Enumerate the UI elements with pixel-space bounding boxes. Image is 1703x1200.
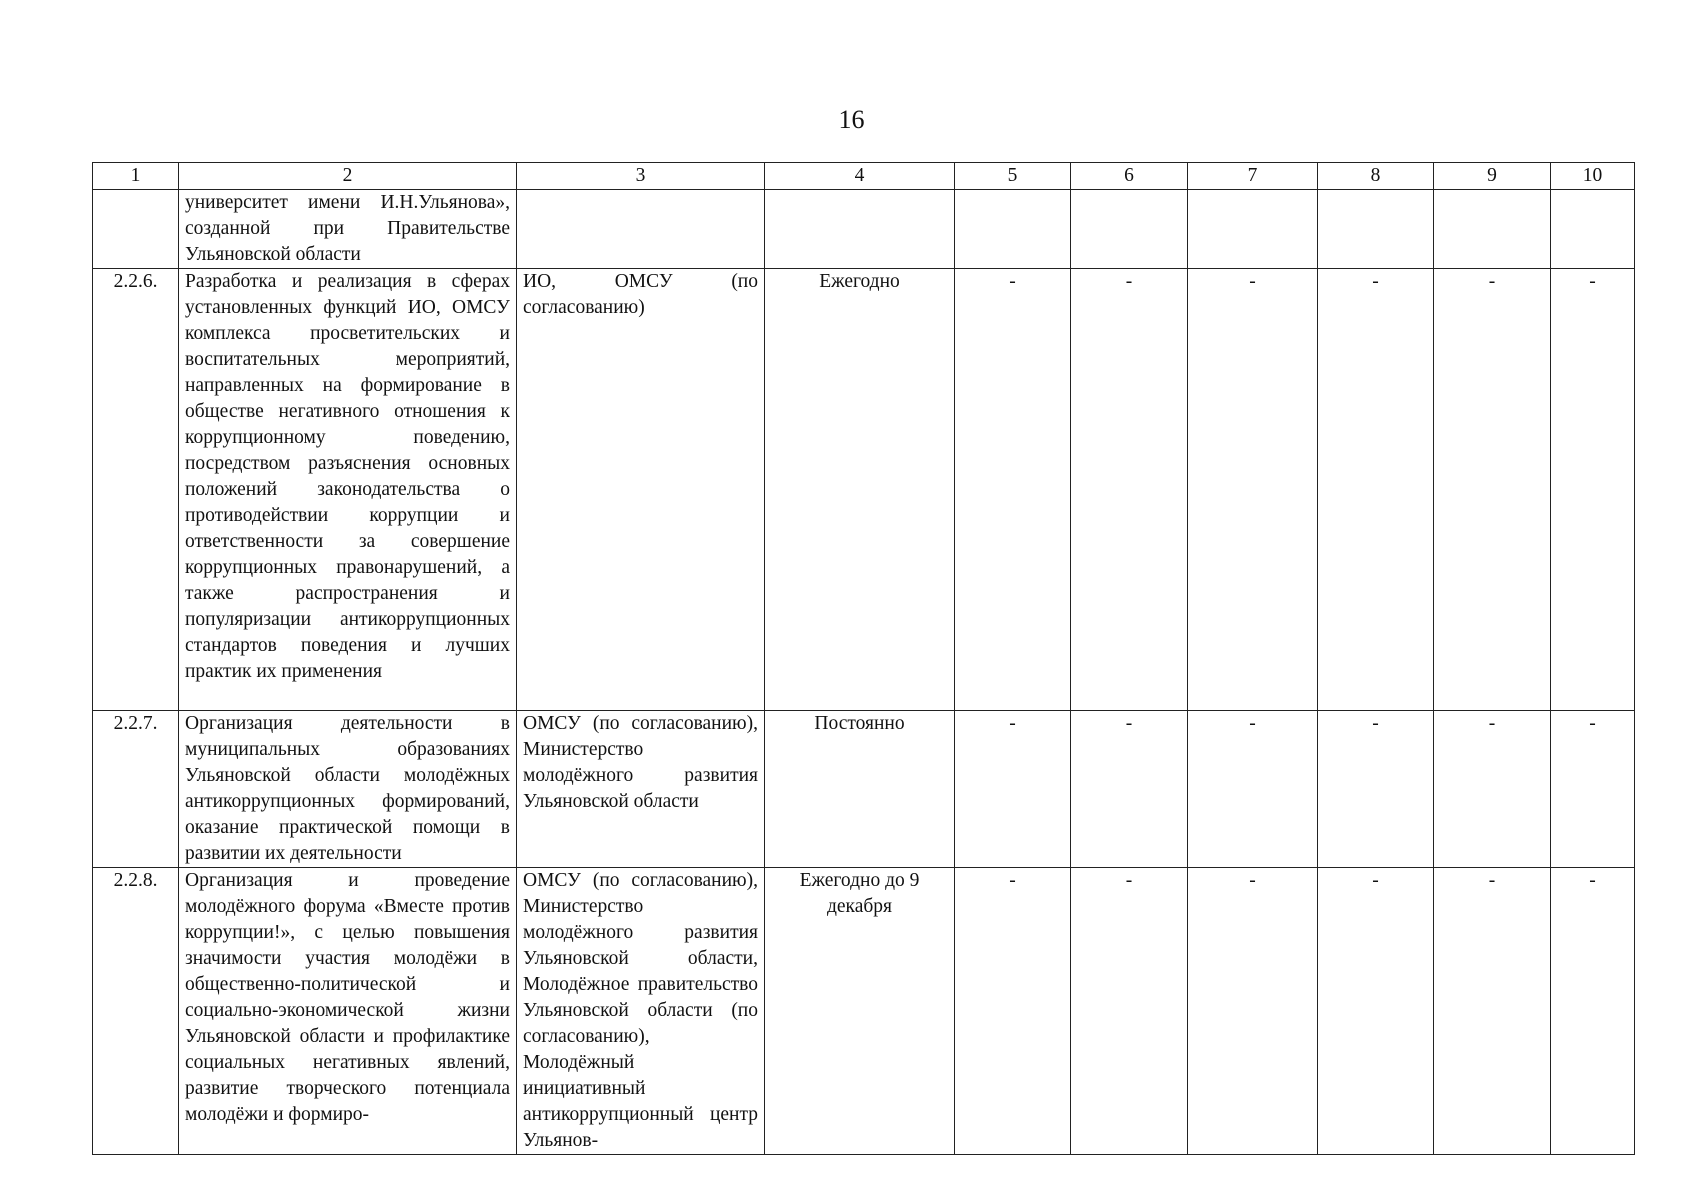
row-number	[93, 190, 179, 269]
row-number: 2.2.8.	[93, 868, 179, 1155]
value-cell: -	[1188, 711, 1318, 868]
value-cell: -	[1434, 269, 1551, 711]
measure-text: Организация деятельности в муниципальных образованиях Ульяновской области молодёжных антикоррупционных формирований, оказание практической помощи в развитии их деятельности	[179, 711, 517, 868]
value-cell	[1071, 190, 1188, 269]
value-cell: -	[1434, 711, 1551, 868]
value-cell: -	[955, 269, 1071, 711]
measure-text: Организация и проведение молодёжного форума «Вместе против коррупции!», с целью повышения значимости участия молодёжи в общественно-политической и социально-экономической жизни Ульяновской области и профилактике социальных негативных явлений, развитие творческого потенциала молодёжи и формиро-	[179, 868, 517, 1155]
table-row	[93, 269, 1635, 711]
value-cell	[1434, 190, 1551, 269]
column-number: 6	[1071, 163, 1188, 190]
value-cell: -	[1071, 269, 1188, 711]
value-cell	[955, 190, 1071, 269]
responsible-text: ОМСУ (по согласованию), Министерство молодёжного развития Ульяновской области	[517, 711, 765, 868]
row-number: 2.2.6.	[93, 269, 179, 711]
column-number: 10	[1551, 163, 1635, 190]
value-cell: -	[1551, 868, 1635, 1155]
value-cell: -	[1318, 868, 1434, 1155]
column-number: 4	[765, 163, 955, 190]
responsible-text	[517, 190, 765, 269]
column-number: 2	[179, 163, 517, 190]
column-number: 3	[517, 163, 765, 190]
table-row	[93, 190, 1635, 269]
value-cell	[1318, 190, 1434, 269]
row-number: 2.2.7.	[93, 711, 179, 868]
column-number: 7	[1188, 163, 1318, 190]
value-cell: -	[1551, 269, 1635, 711]
table-row	[93, 868, 1635, 1155]
value-cell: -	[1188, 269, 1318, 711]
value-cell: -	[1318, 711, 1434, 868]
value-cell: -	[1071, 711, 1188, 868]
value-cell: -	[955, 711, 1071, 868]
measures-table	[92, 162, 1635, 1155]
page-number: 16	[838, 105, 865, 134]
value-cell: -	[955, 868, 1071, 1155]
measure-text: Разработка и реализация в сферах установленных функций ИО, ОМСУ комплекса просветительских и воспитательных мероприятий, направленных на формирование в обществе негативного отношения к коррупционному поведению, посредством разъяснения основных положений законодательства о противодействии коррупции и ответственности за совершение коррупционных правонарушений, а также распространения и популяризации антикоррупционных стандартов поведения и лучших практик их применения	[179, 269, 517, 711]
value-cell: -	[1434, 868, 1551, 1155]
measure-text: университет имени И.Н.Ульянова», созданной при Правительстве Ульяновской области	[179, 190, 517, 269]
deadline-text: Постоянно	[765, 711, 955, 868]
column-number: 8	[1318, 163, 1434, 190]
value-cell	[1188, 190, 1318, 269]
value-cell: -	[1318, 269, 1434, 711]
column-number: 1	[93, 163, 179, 190]
responsible-text: ИО, ОМСУ (по согласованию)	[517, 269, 765, 711]
value-cell: -	[1188, 868, 1318, 1155]
value-cell: -	[1551, 711, 1635, 868]
deadline-text	[765, 190, 955, 269]
table-row	[93, 711, 1635, 868]
value-cell	[1551, 190, 1635, 269]
column-number: 5	[955, 163, 1071, 190]
value-cell: -	[1071, 868, 1188, 1155]
deadline-text: Ежегодно до 9 декабря	[765, 868, 955, 1155]
column-number: 9	[1434, 163, 1551, 190]
deadline-text: Ежегодно	[765, 269, 955, 711]
column-number-row	[93, 163, 1635, 190]
responsible-text: ОМСУ (по согласованию), Министерство молодёжного развития Ульяновской области, Молодёжное правительство Ульяновской области (по согласованию), Молодёжный инициативный антикоррупционный центр Ульянов-	[517, 868, 765, 1155]
